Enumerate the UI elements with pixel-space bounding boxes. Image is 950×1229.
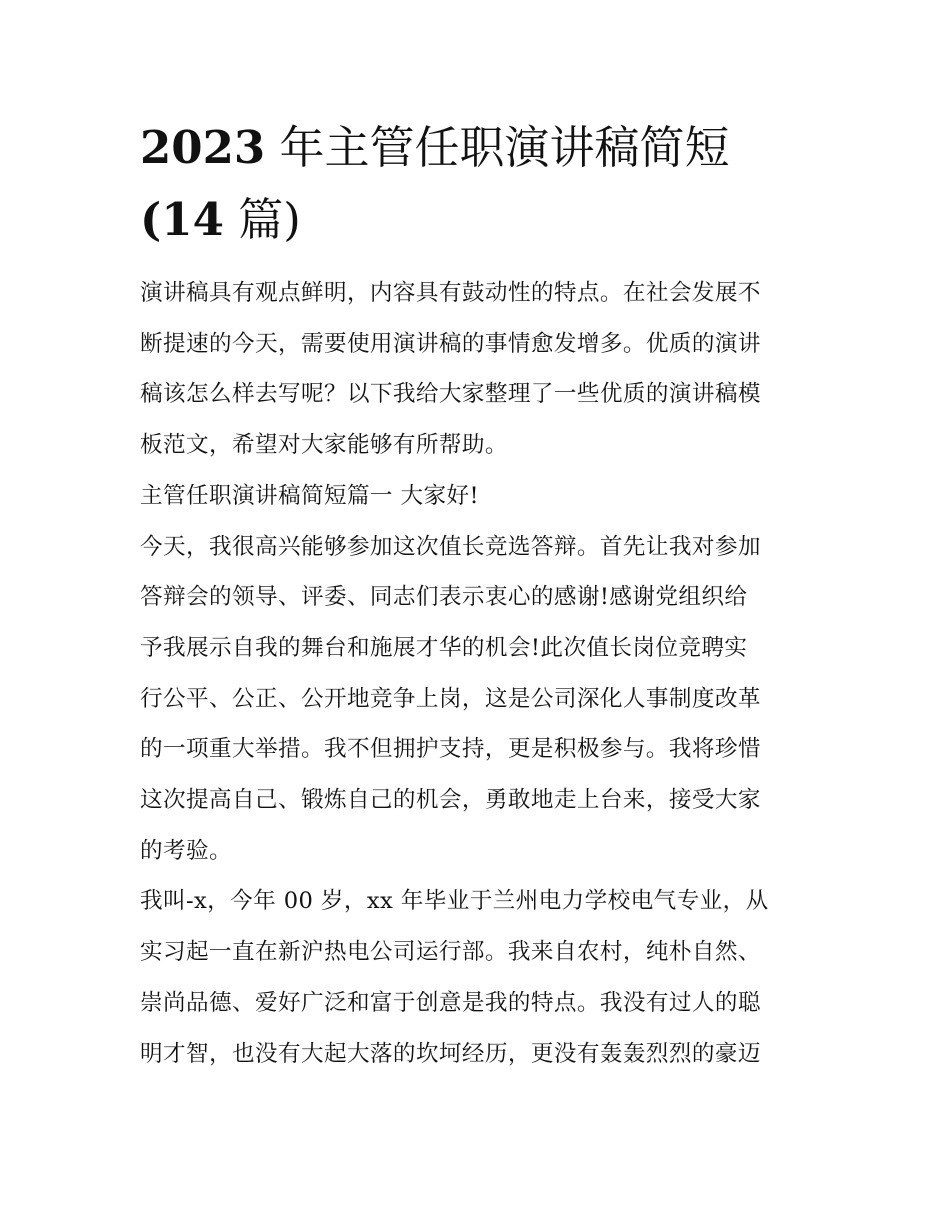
title-line-2 <box>140 184 812 256</box>
text-line: 实习起一直在新沪热电公司运行部。我来自农村，纯朴自然、 <box>140 939 761 966</box>
text-line: 断提速的今天，需要使用演讲稿的事情愈发增多。优质的演讲 <box>140 330 761 357</box>
section-heading-paragraph <box>140 471 812 522</box>
title-line-1 <box>140 112 812 184</box>
text-line: 演讲稿具有观点鲜明，内容具有鼓动性的特点。在社会发展不 <box>140 280 761 306</box>
text-line: 我叫-x，今年 00 岁，xx 年毕业于兰州电力学校电气专业，从 <box>140 888 769 915</box>
text-line: 明才智，也没有大起大落的坎坷经历，更没有轰轰烈烈的豪迈 <box>140 1040 761 1067</box>
text-line: 答辩会的领导、评委、同志们表示衷心的感谢!感谢党组织给 <box>140 584 748 611</box>
document-content <box>140 112 812 1079</box>
document-body <box>140 268 812 1079</box>
title-suffix: 篇) <box>223 193 301 246</box>
title-count: (14 <box>140 193 224 246</box>
title-year: 2023 <box>140 121 266 174</box>
text-line: 今天，我很高兴能够参加这次值长竞选答辩。首先让我对参加 <box>140 533 761 560</box>
body-paragraph <box>140 876 812 1079</box>
text-line: 予我展示自我的舞台和施展才华的机会!此次值长岗位竞聘实 <box>140 634 748 661</box>
text-line: 的一项重大举措。我不但拥护支持，更是积极参与。我将珍惜 <box>140 736 761 763</box>
document-title <box>140 112 812 256</box>
text-line: 主管任职演讲稿简短篇一 大家好! <box>140 482 479 509</box>
text-line: 稿该怎么样去写呢？以下我给大家整理了一些优质的演讲稿模 <box>140 381 761 408</box>
text-line: 行公平、公正、公开地竞争上岗，这是公司深化人事制度改革 <box>140 685 761 712</box>
body-paragraph <box>140 522 812 877</box>
text-line: 崇尚品德、爱好广泛和富于创意是我的特点。我没有过人的聪 <box>140 989 761 1016</box>
title-text: 年主管任职演讲稿简短 <box>265 121 730 174</box>
text-line: 的考验。 <box>140 837 232 864</box>
intro-paragraph <box>140 268 812 471</box>
text-line: 板范文，希望对大家能够有所帮助。 <box>140 432 508 459</box>
text-line: 这次提高自己、锻炼自己的机会，勇敢地走上台来，接受大家 <box>140 787 761 814</box>
